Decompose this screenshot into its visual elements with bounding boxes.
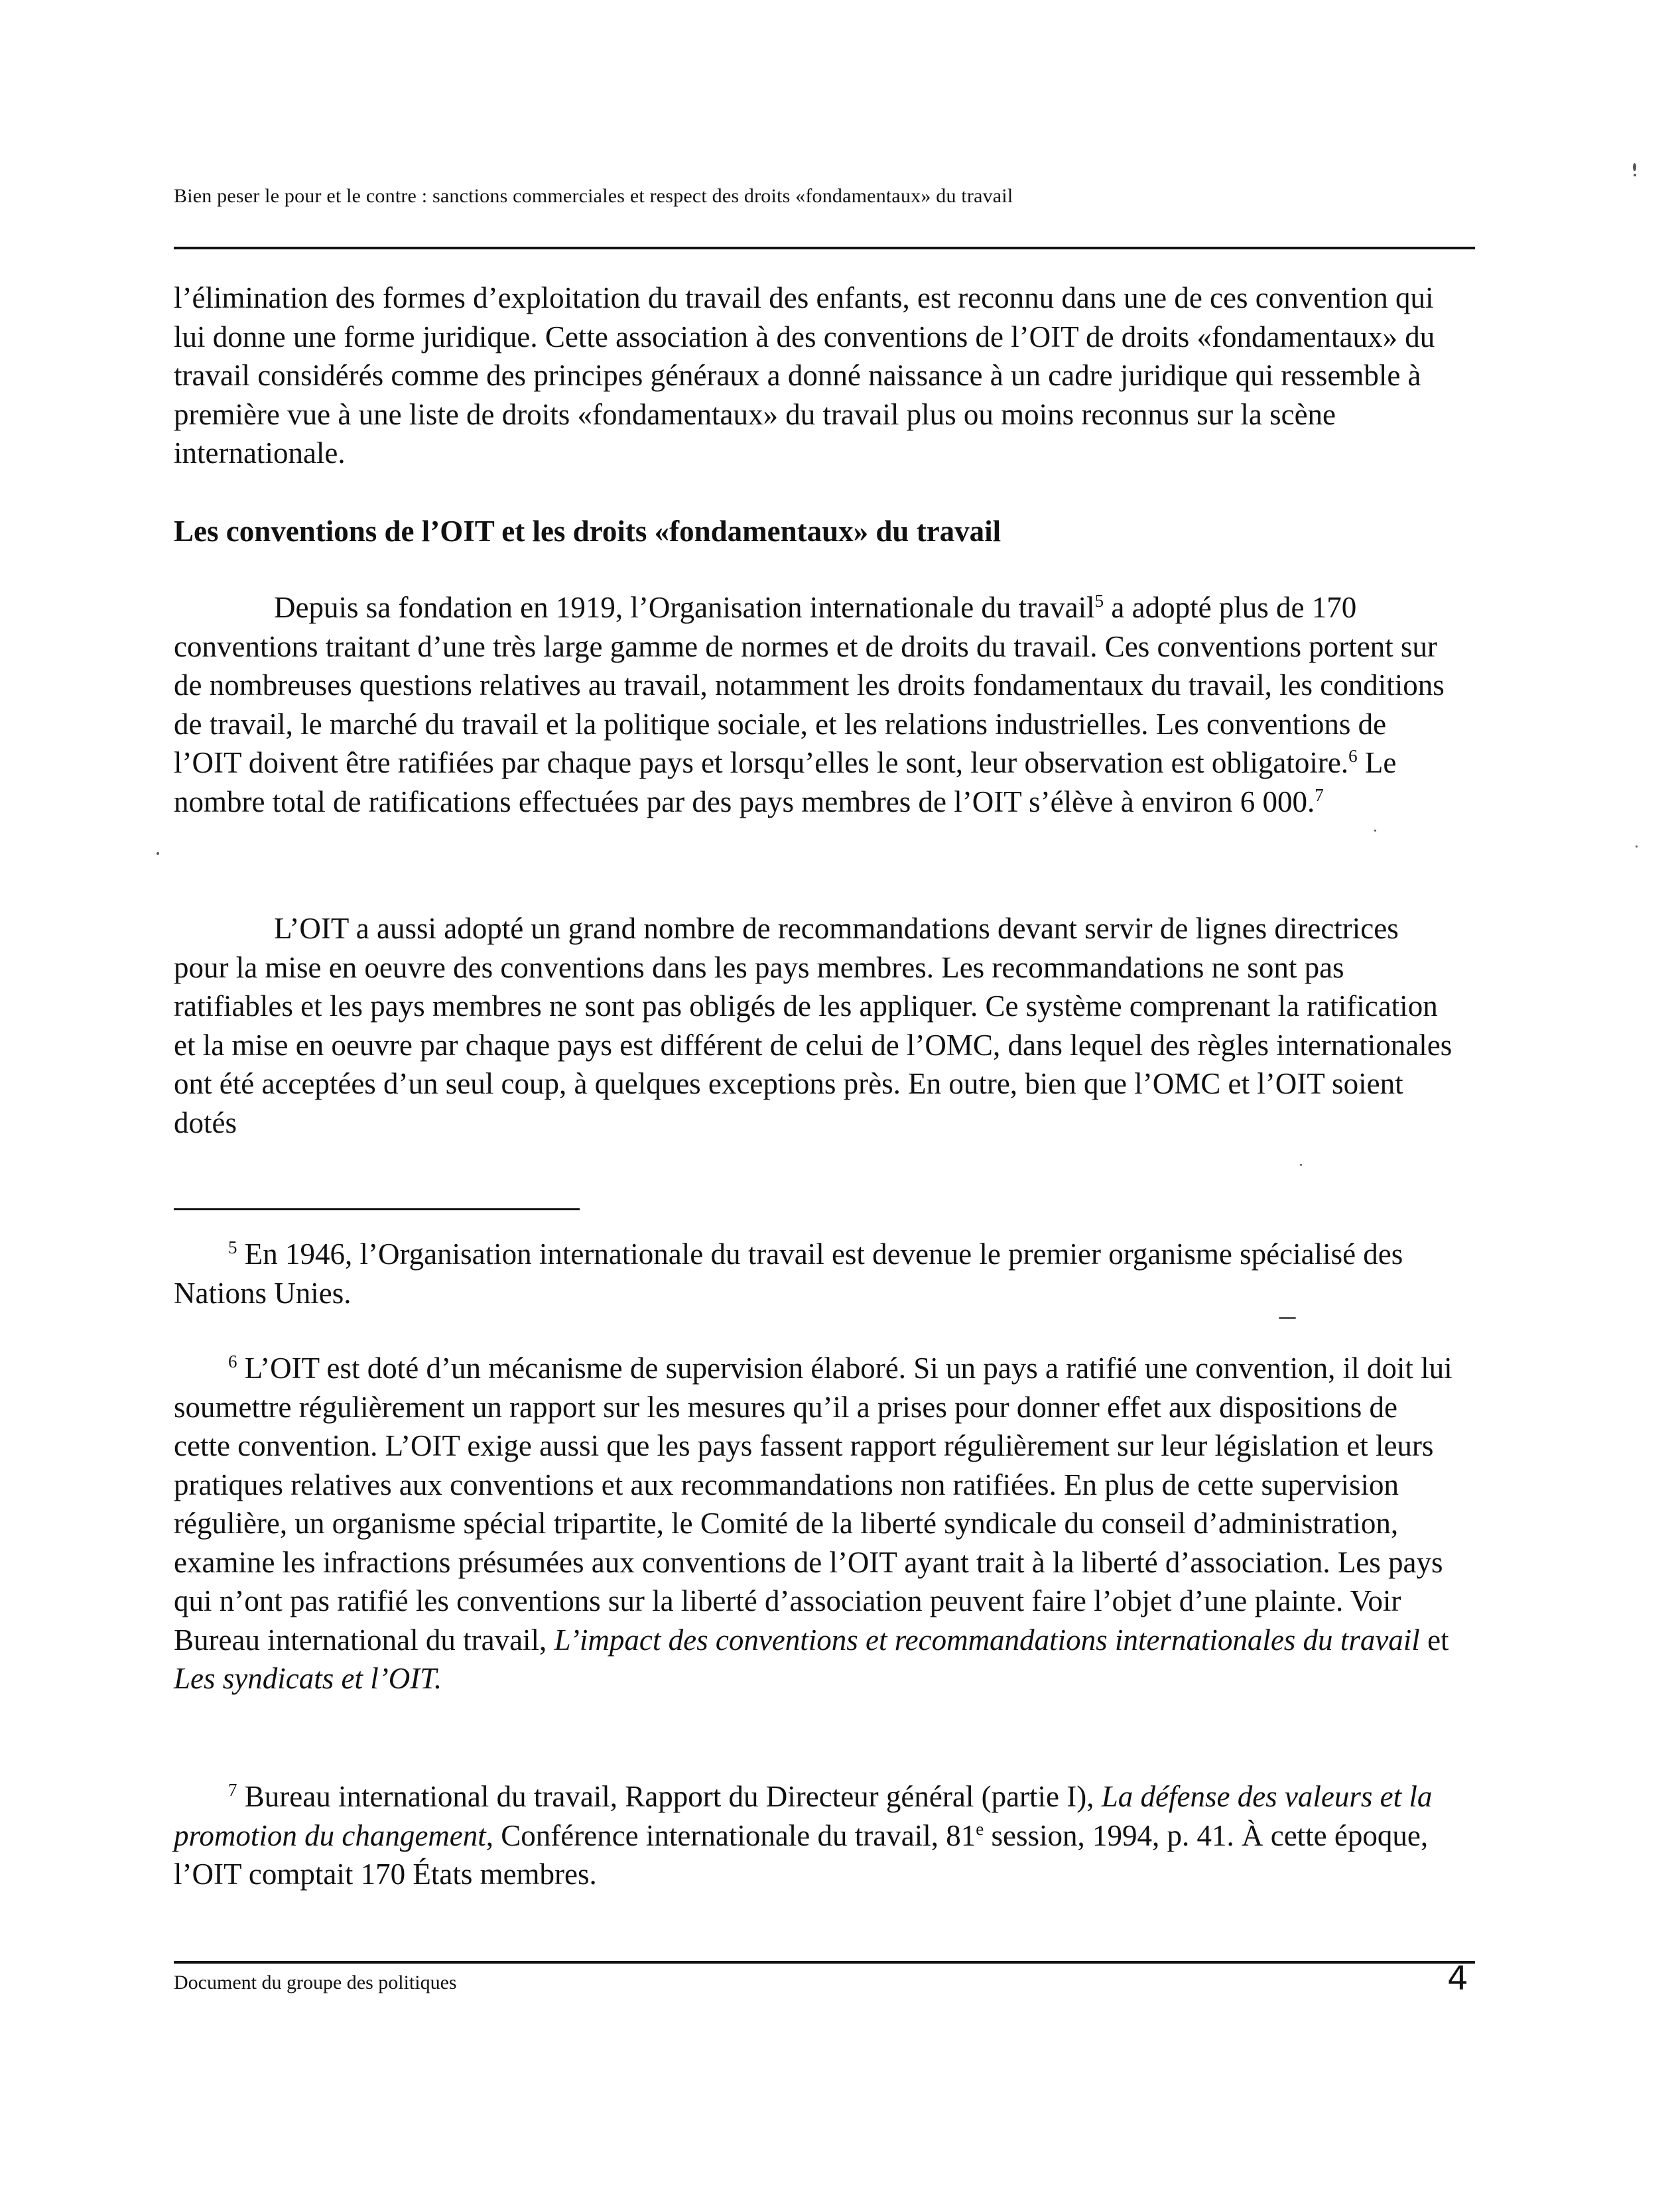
scan-speck <box>1374 830 1376 832</box>
header-rule <box>174 247 1475 249</box>
running-footer: Document du groupe des politiques <box>174 1972 457 1993</box>
paragraph-2-part-1: Depuis sa fondation en 1919, l’Organisation internationale du travail <box>274 591 1095 624</box>
footnote-5 <box>174 1235 1460 1312</box>
footnote-6 <box>174 1349 1460 1698</box>
scan-speck <box>1634 174 1636 176</box>
footnote-ref-7: 7 <box>1315 785 1324 805</box>
paragraph-2-part-3: Le nombre total de ratifications effectuées par des pays membres de l’OIT s’élève à environ 6 000. <box>174 746 1397 818</box>
footnote-ref-6: 6 <box>1348 746 1358 766</box>
scan-speck <box>1279 1317 1296 1319</box>
footnote-6-marker: 6 <box>228 1352 237 1371</box>
footnote-separator <box>174 1208 580 1210</box>
running-header: Bien peser le pour et le contre : sanctions commerciales et respect des droits «fondamentaux» du travail <box>174 185 1013 207</box>
footnote-5-text: En 1946, l’Organisation internationale du travail est devenue le premier organisme spécialisé des Nations Unies. <box>174 1237 1403 1310</box>
footnote-7 <box>174 1777 1460 1894</box>
paragraph-3: L’OIT a aussi adopté un grand nombre de recommandations devant servir de lignes directrices pour la mise en oeuvre des conventions dans les pays membres. Les recommandations ne sont pas ratifiables et les pays membres ne sont pas obligés de les appliquer. Ce système comprenant la ratification et la mise en oeuvre par chaque pays est différent de celui de l’OMC, dans lequel des règles internationales ont été acceptées d’un seul coup, à quelques exceptions près. En outre, bien que l’OMC et l’OIT soient dotés <box>174 912 1453 1139</box>
footnote-7-title: La défense des valeurs et la promotion du changement <box>174 1780 1433 1852</box>
footnote-6-connector: et <box>1419 1623 1449 1657</box>
scan-speck <box>157 852 159 855</box>
footnote-6-title-1: L’impact des conventions et recommandations internationales du travail <box>554 1623 1420 1657</box>
paragraph-1: l’élimination des formes d’exploitation du travail des enfants, est reconnu dans une de ces convention qui lui donne une forme juridique. Cette association à des conventions de l’OIT de droits «fondamentaux» du travail considérés comme des principes généraux a donné naissance à un cadre juridique qui ressemble à première vue à une liste de droits «fondamentaux» du travail plus ou moins reconnus sur la scène internationale. <box>174 281 1435 470</box>
section-heading: Les conventions de l’OIT et les droits «fondamentaux» du travail <box>174 515 1002 548</box>
scan-speck <box>1300 1164 1302 1166</box>
footnote-7-text-3: session, 1994, p. 41. À cette époque, l’OIT comptait 170 États membres. <box>174 1818 1429 1891</box>
paragraph-2 <box>174 588 1454 821</box>
paragraph-2-part-2: a adopté plus de 170 conventions traitant d’une très large gamme de normes et de droits du travail. Ces conventions portent sur de nombreuses questions relatives au travail, notamment les droits fondamentaux du travail, les conditions de travail, le marché du travail et la politique sociale, et les relations industrielles. Les conventions de l’OIT doivent être ratifiées par chaque pays et lorsqu’elles le sont, leur observation est obligatoire. <box>174 591 1445 779</box>
footnote-ref-5: 5 <box>1094 591 1104 611</box>
scan-speck <box>1633 163 1636 171</box>
footnote-6-title-2: Les syndicats et l’OIT. <box>174 1662 442 1695</box>
footnote-6-text: L’OIT est doté d’un mécanisme de supervision élaboré. Si un pays a ratifié une convention, il doit lui soumettre régulièrement un rapport sur les mesures qu’il a prises pour donner effet aux dispositions de cette convention. L’OIT exige aussi que les pays fassent rapport régulièrement sur leur législation et leurs pratiques relatives aux conventions et aux recommandations non ratifiées. En plus de cette supervision régulière, un organisme spécial tripartite, le Comité de la liberté syndicale du conseil d’administration, examine les infractions présumées aux conventions de l’OIT ayant trait à la liberté d’association. Les pays qui n’ont pas ratifié les conventions sur la liberté d’association peuvent faire l’objet d’une plainte. Voir Bureau international du travail, <box>174 1352 1453 1657</box>
footnote-7-ordinal: e <box>976 1818 984 1839</box>
footnote-5-marker: 5 <box>228 1237 237 1257</box>
page-number: 4 <box>1447 1959 1468 1997</box>
footnote-7-text: Bureau international du travail, Rapport du Directeur général (partie I), <box>237 1780 1102 1813</box>
scan-speck <box>1636 846 1638 848</box>
footnote-7-text-2: , Conférence internationale du travail, 81 <box>485 1818 976 1852</box>
footer-rule <box>174 1961 1475 1964</box>
footnote-7-marker: 7 <box>228 1780 237 1800</box>
